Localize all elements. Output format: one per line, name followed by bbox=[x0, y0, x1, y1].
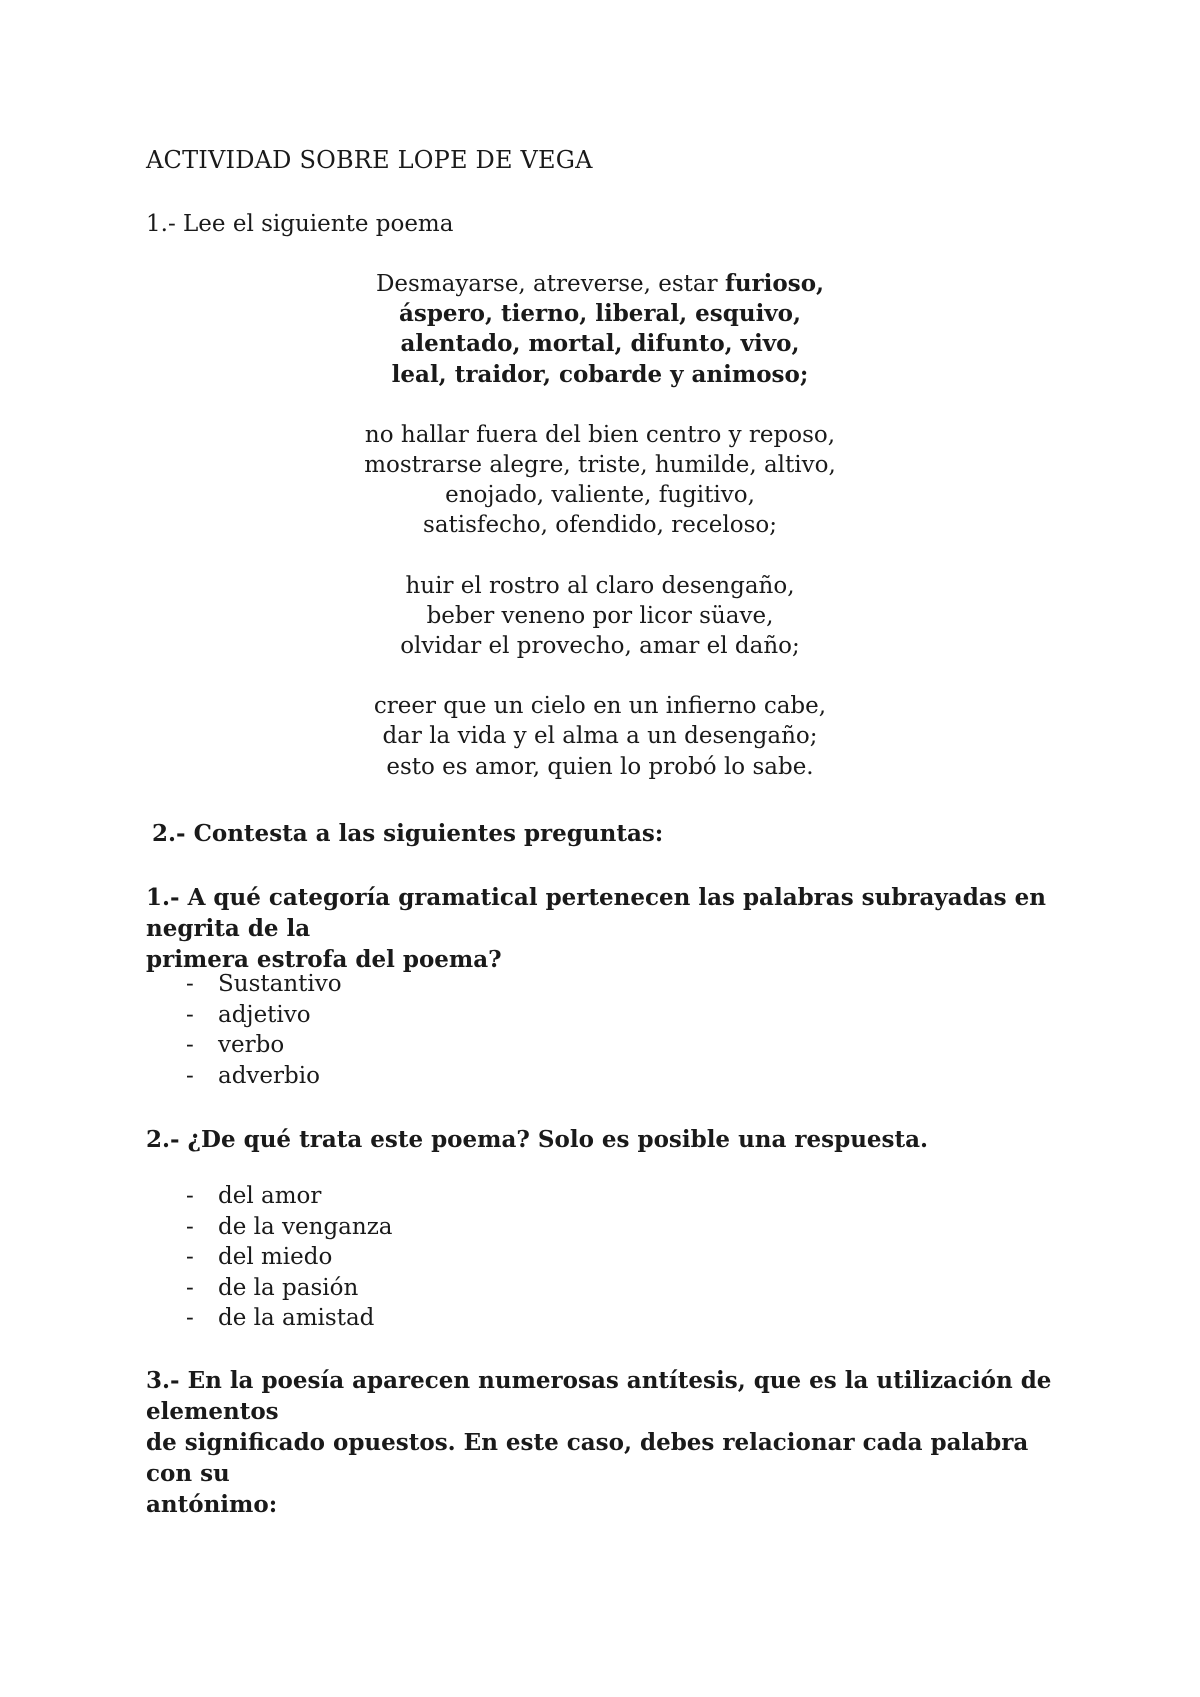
poem-line bbox=[300, 571, 900, 601]
poem-stanza bbox=[300, 571, 900, 662]
poem-stanza bbox=[300, 269, 900, 390]
option-bullet: - bbox=[186, 1305, 194, 1331]
question-1-line-1: 1.- A qué categoría gramatical pertenecen las palabras subrayadas en negrita de la bbox=[146, 884, 1046, 942]
question-3-line-2: de significado opuestos. En este caso, debes relacionar cada palabra con su bbox=[146, 1429, 1029, 1487]
poem-text: Desmayarse, atreverse, estar bbox=[375, 271, 725, 297]
poem-line bbox=[300, 601, 900, 631]
poem-line bbox=[300, 721, 900, 751]
question-1-line-2: primera estrofa del poema? bbox=[146, 946, 502, 973]
option-label: de la pasión bbox=[218, 1274, 359, 1301]
option-item bbox=[186, 1061, 342, 1092]
poem-line bbox=[300, 299, 900, 329]
question-2-line-1: 2.- ¿De qué trata este poema? Solo es posible una respuesta. bbox=[146, 1126, 929, 1153]
question-1 bbox=[146, 882, 1076, 975]
poem-text: huir el rostro al claro desengaño, bbox=[405, 572, 795, 599]
poem bbox=[300, 269, 900, 812]
poem-line bbox=[300, 691, 900, 721]
poem-line bbox=[300, 480, 900, 510]
option-bullet: - bbox=[186, 1244, 194, 1270]
option-bullet: - bbox=[186, 971, 194, 997]
option-bullet: - bbox=[186, 1001, 194, 1028]
option-item bbox=[186, 1303, 393, 1334]
question-2-options bbox=[186, 1181, 393, 1334]
instruction-answer-questions: 2.- Contesta a las siguientes preguntas: bbox=[152, 820, 664, 847]
poem-line bbox=[300, 420, 900, 450]
option-item bbox=[186, 1212, 393, 1243]
option-label: del amor bbox=[218, 1183, 322, 1209]
option-item bbox=[186, 1181, 393, 1212]
question-3-line-1: 3.- En la poesía aparecen numerosas antítesis, que es la utilización de elementos bbox=[146, 1367, 1052, 1425]
poem-stanza bbox=[300, 691, 900, 782]
option-label: del miedo bbox=[218, 1244, 333, 1270]
option-label: verbo bbox=[218, 1032, 285, 1058]
document-title: ACTIVIDAD SOBRE LOPE DE VEGA bbox=[146, 146, 593, 174]
poem-bold-text: alentado, mortal, difunto, vivo, bbox=[400, 330, 800, 358]
poem-line bbox=[300, 631, 900, 661]
option-item bbox=[186, 969, 342, 1000]
poem-bold-text: áspero, tierno, liberal, esquivo, bbox=[398, 300, 802, 328]
poem-text: dar la vida y el alma a un desengaño; bbox=[382, 723, 818, 750]
instruction-read-poem: 1.- Lee el siguiente poema bbox=[146, 211, 454, 237]
poem-text: esto es amor, quien lo probó lo sabe. bbox=[386, 753, 814, 780]
poem-text: enojado, valiente, fugitivo, bbox=[445, 482, 755, 509]
poem-stanza bbox=[300, 420, 900, 541]
poem-line bbox=[300, 360, 900, 390]
option-item bbox=[186, 1242, 393, 1273]
option-item bbox=[186, 1030, 342, 1061]
poem-line bbox=[300, 752, 900, 782]
option-item bbox=[186, 1000, 342, 1031]
question-1-options bbox=[186, 969, 342, 1091]
poem-text: mostrarse alegre, triste, humilde, altivo, bbox=[364, 452, 836, 479]
question-2 bbox=[146, 1124, 1076, 1155]
poem-line bbox=[300, 510, 900, 540]
poem-text: satisfecho, ofendido, receloso; bbox=[423, 512, 777, 539]
option-item bbox=[186, 1273, 393, 1304]
option-bullet: - bbox=[186, 1213, 194, 1240]
question-3 bbox=[146, 1365, 1076, 1520]
poem-text: creer que un cielo en un infierno cabe, bbox=[373, 693, 827, 720]
option-bullet: - bbox=[186, 1274, 194, 1301]
poem-text: no hallar fuera del bien centro y reposo, bbox=[364, 421, 836, 448]
poem-bold-text: furioso, bbox=[724, 270, 825, 297]
option-label: adverbio bbox=[218, 1062, 320, 1089]
question-3-line-3: antónimo: bbox=[146, 1491, 278, 1518]
poem-line bbox=[300, 269, 900, 299]
option-label: adjetivo bbox=[218, 1001, 311, 1028]
poem-text: beber veneno por licor süave, bbox=[426, 602, 774, 629]
poem-text: olvidar el provecho, amar el daño; bbox=[400, 633, 800, 660]
option-bullet: - bbox=[186, 1062, 194, 1089]
option-label: Sustantivo bbox=[218, 971, 342, 997]
poem-line bbox=[300, 450, 900, 480]
option-bullet: - bbox=[186, 1183, 194, 1209]
poem-line bbox=[300, 329, 900, 359]
option-label: de la amistad bbox=[218, 1305, 375, 1331]
poem-bold-text: leal, traidor, cobarde y animoso; bbox=[391, 360, 809, 388]
option-bullet: - bbox=[186, 1032, 194, 1058]
option-label: de la venganza bbox=[218, 1213, 393, 1240]
